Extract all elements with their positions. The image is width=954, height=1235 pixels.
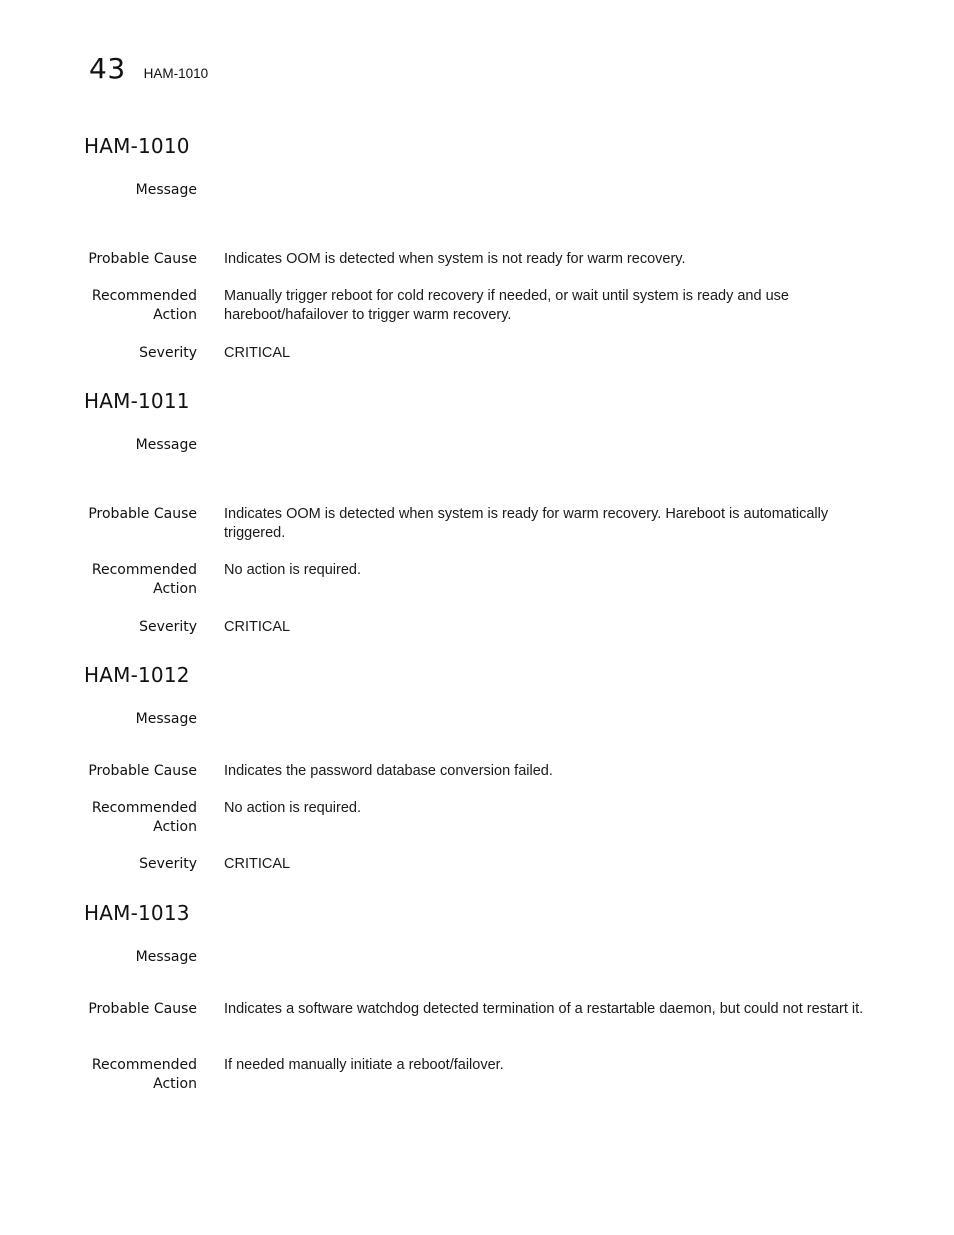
entry-title: HAM-1012 (84, 663, 190, 687)
probable-cause-label: Probable Cause (88, 1001, 197, 1017)
severity-label: Severity (139, 619, 197, 635)
severity-value: CRITICAL (224, 345, 291, 361)
running-title: HAM-1010 (143, 66, 209, 81)
probable-cause-value: Indicates OOM is detected when system is ready for warm recovery. Hareboot is automatically triggered. (224, 506, 829, 541)
recommended-action-label: Recommended Action (91, 288, 197, 323)
message-label: Message (135, 182, 197, 198)
recommended-action-label: Recommended Action (91, 800, 197, 835)
recommended-action-value: Manually trigger reboot for cold recovery if needed, or wait until system is ready and use hareboot/hafailover to trigger warm recovery. (224, 288, 789, 323)
probable-cause-value: Indicates a software watchdog detected termination of a restartable daemon, but could not restart it. (224, 1001, 864, 1017)
probable-cause-label: Probable Cause (88, 763, 197, 779)
severity-value: CRITICAL (224, 619, 291, 635)
message-label: Message (135, 711, 197, 727)
probable-cause-label: Probable Cause (88, 506, 197, 522)
entry-title: HAM-1013 (84, 901, 190, 925)
probable-cause-label: Probable Cause (88, 251, 197, 267)
page-header (89, 52, 208, 85)
recommended-action-value: No action is required. (224, 562, 362, 578)
recommended-action-value: If needed manually initiate a reboot/failover. (224, 1057, 504, 1073)
entry-title: HAM-1010 (84, 134, 190, 158)
message-label: Message (135, 437, 197, 453)
recommended-action-label: Recommended Action (91, 1057, 197, 1092)
severity-label: Severity (139, 856, 197, 872)
message-label: Message (135, 949, 197, 965)
probable-cause-value: Indicates OOM is detected when system is not ready for warm recovery. (224, 251, 686, 267)
severity-value: CRITICAL (224, 856, 291, 872)
entry-title: HAM-1011 (84, 389, 190, 413)
probable-cause-value: Indicates the password database conversion failed. (224, 763, 553, 779)
severity-label: Severity (139, 345, 197, 361)
chapter-number: 43 (89, 52, 126, 85)
recommended-action-value: No action is required. (224, 800, 362, 816)
recommended-action-label: Recommended Action (91, 562, 197, 597)
